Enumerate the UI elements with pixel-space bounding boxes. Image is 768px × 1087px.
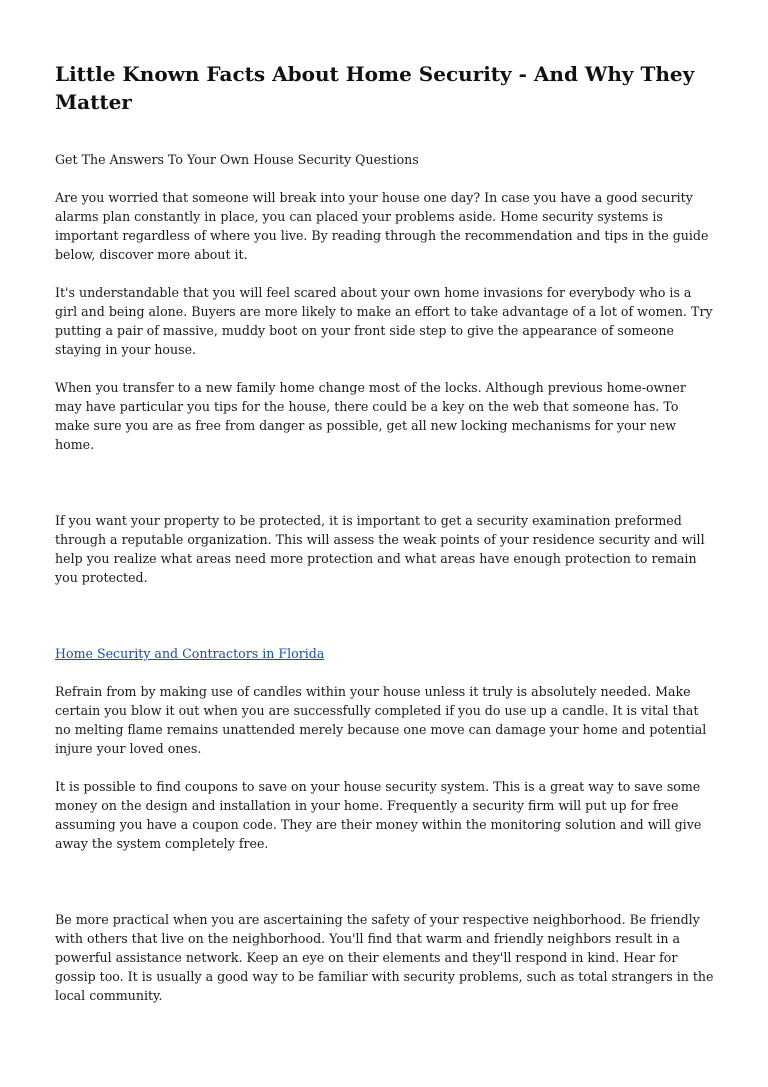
paragraph-neighborhood: Be more practical when you are ascertaining the safety of your respective neighborhood. Be friendly with others that live on the neighborhood. You'll find that warm and friendly neighbors result in a powerful assistance network. Keep an eye on their elements and they'll respond in kind. Hear for gossip too. It is usually a good way to be familiar with security problems, such as total strangers in the local community. (55, 912, 714, 1003)
paragraph-women-safety: It's understandable that you will feel scared about your own home invasions for everybody who is a girl and being alone. Buyers are more likely to make an effort to take advantage of a lot of women. Try putting a pair of massive, muddy boot on your front side step to give the appearance of someone staying in your house. (55, 285, 713, 357)
paragraph-candles: Refrain from by making use of candles within your house unless it truly is absolutely needed. Make certain you blow it out when you are successfully completed if you do use up a candle. It is vital that no melting flame remains unattended merely because one move can damage your home and potential injure your loved ones. (55, 684, 707, 756)
subtitle: Get The Answers To Your Own House Security Questions (55, 152, 419, 167)
home-security-florida-link[interactable]: Home Security and Contractors in Florida (55, 646, 325, 661)
link-paragraph (55, 644, 715, 663)
document-page (55, 60, 715, 1005)
paragraph-intro: Are you worried that someone will break into your house one day? In case you have a good security alarms plan constantly in place, you can placed your problems aside. Home security systems is important regardless of where you live. By reading through the recommendation and tips in the guide below, discover more about it. (55, 190, 709, 262)
paragraph-security-examination: If you want your property to be protected, it is important to get a security examination preformed through a reputable organization. This will assess the weak points of your residence security and will help you realize what areas need more protection and what areas have enough protection to remain you protected. (55, 513, 705, 585)
paragraph-change-locks: When you transfer to a new family home change most of the locks. Although previous home-owner may have particular you tips for the house, there could be a key on the web that someone has. To make sure you are as free from danger as possible, get all new locking mechanisms for your new home. (55, 380, 686, 452)
paragraph-coupons: It is possible to find coupons to save on your house security system. This is a great way to save some money on the design and installation in your home. Frequently a security firm will put up for free assuming you have a coupon code. They are their money within the monitoring solution and will give away the system completely free. (55, 779, 702, 851)
page-title: Little Known Facts About Home Security - And Why They Matter (55, 62, 695, 114)
